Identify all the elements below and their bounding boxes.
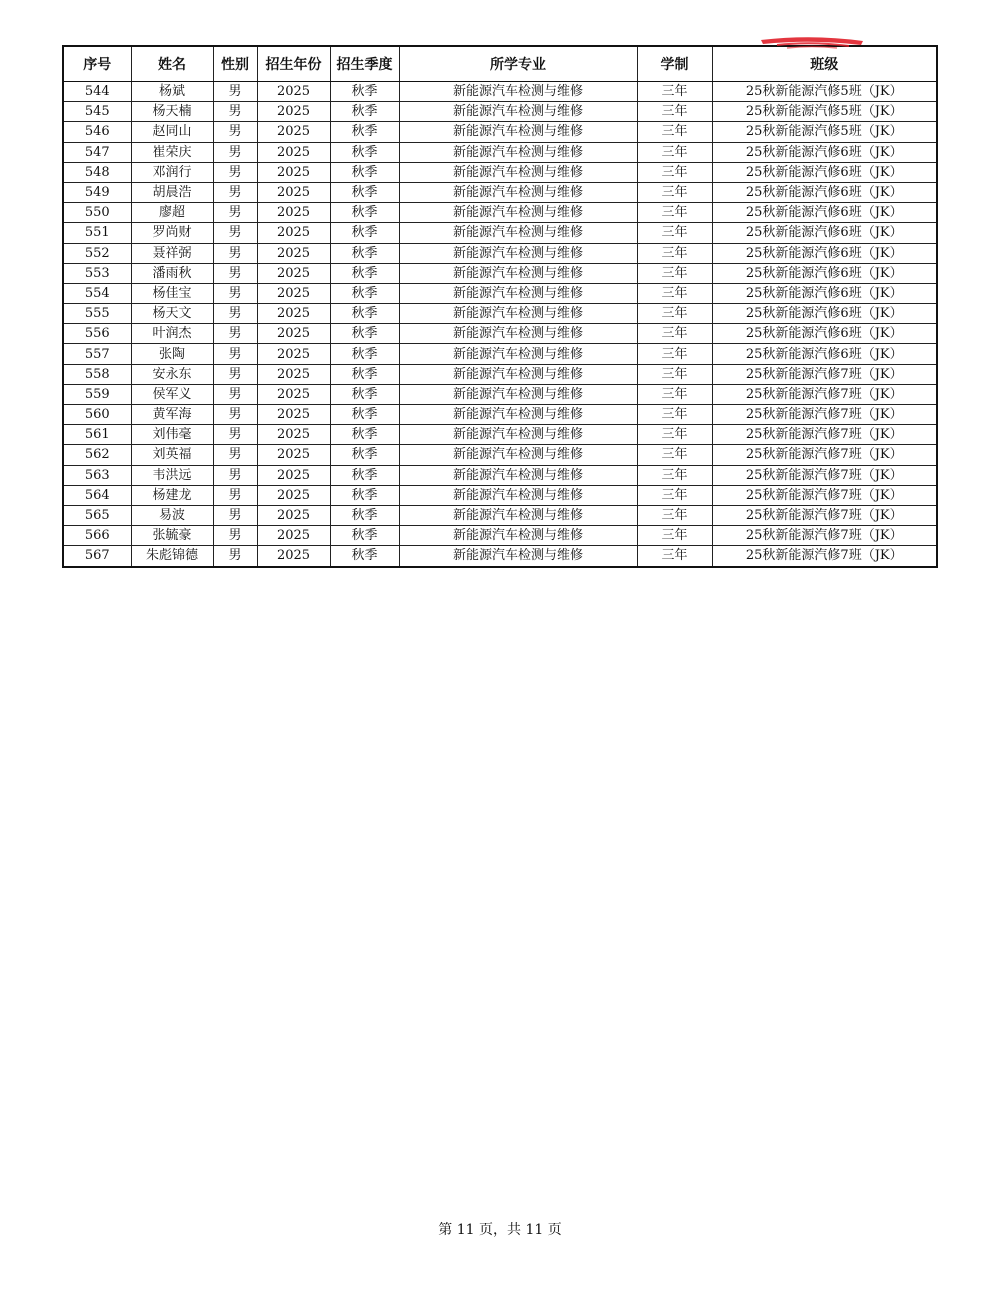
duration-cell: 三年 bbox=[637, 364, 712, 384]
gender-cell: 男 bbox=[213, 344, 257, 364]
table-row bbox=[63, 344, 937, 364]
name-cell: 胡晨浩 bbox=[131, 182, 213, 202]
name-cell: 韦洪远 bbox=[131, 465, 213, 485]
serial-cell: 560 bbox=[63, 405, 131, 425]
year-cell: 2025 bbox=[257, 505, 330, 525]
serial-cell: 565 bbox=[63, 505, 131, 525]
name-cell: 杨天楠 bbox=[131, 102, 213, 122]
season-cell: 秋季 bbox=[330, 485, 399, 505]
table-row bbox=[63, 142, 937, 162]
name-cell: 潘雨秋 bbox=[131, 263, 213, 283]
class-cell: 25秋新能源汽修6班（JK） bbox=[712, 182, 937, 202]
major-cell: 新能源汽车检测与维修 bbox=[399, 485, 637, 505]
serial-cell: 553 bbox=[63, 263, 131, 283]
year-cell: 2025 bbox=[257, 182, 330, 202]
season-cell: 秋季 bbox=[330, 405, 399, 425]
header-serial: 序号 bbox=[63, 46, 131, 82]
class-cell: 25秋新能源汽修5班（JK） bbox=[712, 102, 937, 122]
name-cell: 张陶 bbox=[131, 344, 213, 364]
duration-cell: 三年 bbox=[637, 223, 712, 243]
season-cell: 秋季 bbox=[330, 304, 399, 324]
serial-cell: 552 bbox=[63, 243, 131, 263]
season-cell: 秋季 bbox=[330, 283, 399, 303]
gender-cell: 男 bbox=[213, 425, 257, 445]
duration-cell: 三年 bbox=[637, 102, 712, 122]
roster-table bbox=[62, 45, 938, 568]
duration-cell: 三年 bbox=[637, 505, 712, 525]
table-row bbox=[63, 384, 937, 404]
gender-cell: 男 bbox=[213, 546, 257, 567]
name-cell: 聂祥弼 bbox=[131, 243, 213, 263]
class-cell: 25秋新能源汽修6班（JK） bbox=[712, 162, 937, 182]
name-cell: 叶润杰 bbox=[131, 324, 213, 344]
serial-cell: 567 bbox=[63, 546, 131, 567]
duration-cell: 三年 bbox=[637, 122, 712, 142]
serial-cell: 554 bbox=[63, 283, 131, 303]
name-cell: 崔荣庆 bbox=[131, 142, 213, 162]
major-cell: 新能源汽车检测与维修 bbox=[399, 445, 637, 465]
season-cell: 秋季 bbox=[330, 364, 399, 384]
season-cell: 秋季 bbox=[330, 203, 399, 223]
gender-cell: 男 bbox=[213, 465, 257, 485]
class-cell: 25秋新能源汽修7班（JK） bbox=[712, 485, 937, 505]
header-row bbox=[63, 46, 937, 82]
gender-cell: 男 bbox=[213, 283, 257, 303]
header-enroll-year: 招生年份 bbox=[257, 46, 330, 82]
table-row bbox=[63, 405, 937, 425]
table-row bbox=[63, 102, 937, 122]
year-cell: 2025 bbox=[257, 162, 330, 182]
year-cell: 2025 bbox=[257, 102, 330, 122]
gender-cell: 男 bbox=[213, 445, 257, 465]
header-gender: 性别 bbox=[213, 46, 257, 82]
major-cell: 新能源汽车检测与维修 bbox=[399, 324, 637, 344]
name-cell: 张毓豪 bbox=[131, 526, 213, 546]
name-cell: 杨斌 bbox=[131, 82, 213, 102]
gender-cell: 男 bbox=[213, 122, 257, 142]
major-cell: 新能源汽车检测与维修 bbox=[399, 364, 637, 384]
class-cell: 25秋新能源汽修7班（JK） bbox=[712, 465, 937, 485]
major-cell: 新能源汽车检测与维修 bbox=[399, 162, 637, 182]
duration-cell: 三年 bbox=[637, 263, 712, 283]
year-cell: 2025 bbox=[257, 546, 330, 567]
year-cell: 2025 bbox=[257, 364, 330, 384]
year-cell: 2025 bbox=[257, 283, 330, 303]
class-cell: 25秋新能源汽修6班（JK） bbox=[712, 223, 937, 243]
gender-cell: 男 bbox=[213, 263, 257, 283]
gender-cell: 男 bbox=[213, 384, 257, 404]
class-cell: 25秋新能源汽修7班（JK） bbox=[712, 546, 937, 567]
page-footer: 第 11 页，共 11 页 bbox=[438, 1222, 562, 1238]
serial-cell: 544 bbox=[63, 82, 131, 102]
major-cell: 新能源汽车检测与维修 bbox=[399, 263, 637, 283]
table-row bbox=[63, 82, 937, 102]
table-row bbox=[63, 203, 937, 223]
duration-cell: 三年 bbox=[637, 162, 712, 182]
major-cell: 新能源汽车检测与维修 bbox=[399, 384, 637, 404]
header-class: 班级 bbox=[712, 46, 937, 82]
serial-cell: 555 bbox=[63, 304, 131, 324]
year-cell: 2025 bbox=[257, 344, 330, 364]
major-cell: 新能源汽车检测与维修 bbox=[399, 526, 637, 546]
serial-cell: 561 bbox=[63, 425, 131, 445]
class-cell: 25秋新能源汽修6班（JK） bbox=[712, 243, 937, 263]
class-cell: 25秋新能源汽修5班（JK） bbox=[712, 82, 937, 102]
gender-cell: 男 bbox=[213, 102, 257, 122]
class-cell: 25秋新能源汽修6班（JK） bbox=[712, 203, 937, 223]
table-row bbox=[63, 223, 937, 243]
major-cell: 新能源汽车检测与维修 bbox=[399, 82, 637, 102]
class-cell: 25秋新能源汽修6班（JK） bbox=[712, 142, 937, 162]
table-header bbox=[63, 46, 937, 82]
duration-cell: 三年 bbox=[637, 344, 712, 364]
table-row bbox=[63, 526, 937, 546]
duration-cell: 三年 bbox=[637, 304, 712, 324]
name-cell: 杨佳宝 bbox=[131, 283, 213, 303]
serial-cell: 546 bbox=[63, 122, 131, 142]
serial-cell: 547 bbox=[63, 142, 131, 162]
year-cell: 2025 bbox=[257, 82, 330, 102]
name-cell: 刘英福 bbox=[131, 445, 213, 465]
serial-cell: 558 bbox=[63, 364, 131, 384]
year-cell: 2025 bbox=[257, 223, 330, 243]
duration-cell: 三年 bbox=[637, 324, 712, 344]
year-cell: 2025 bbox=[257, 445, 330, 465]
season-cell: 秋季 bbox=[330, 324, 399, 344]
serial-cell: 562 bbox=[63, 445, 131, 465]
gender-cell: 男 bbox=[213, 405, 257, 425]
gender-cell: 男 bbox=[213, 485, 257, 505]
major-cell: 新能源汽车检测与维修 bbox=[399, 122, 637, 142]
gender-cell: 男 bbox=[213, 324, 257, 344]
class-cell: 25秋新能源汽修6班（JK） bbox=[712, 324, 937, 344]
header-enroll-season: 招生季度 bbox=[330, 46, 399, 82]
duration-cell: 三年 bbox=[637, 445, 712, 465]
gender-cell: 男 bbox=[213, 162, 257, 182]
name-cell: 邓润行 bbox=[131, 162, 213, 182]
class-cell: 25秋新能源汽修6班（JK） bbox=[712, 263, 937, 283]
table-row bbox=[63, 243, 937, 263]
class-cell: 25秋新能源汽修7班（JK） bbox=[712, 445, 937, 465]
table-row bbox=[63, 546, 937, 567]
serial-cell: 563 bbox=[63, 465, 131, 485]
year-cell: 2025 bbox=[257, 405, 330, 425]
season-cell: 秋季 bbox=[330, 344, 399, 364]
season-cell: 秋季 bbox=[330, 162, 399, 182]
serial-cell: 549 bbox=[63, 182, 131, 202]
table-row bbox=[63, 283, 937, 303]
year-cell: 2025 bbox=[257, 263, 330, 283]
year-cell: 2025 bbox=[257, 304, 330, 324]
year-cell: 2025 bbox=[257, 203, 330, 223]
year-cell: 2025 bbox=[257, 243, 330, 263]
duration-cell: 三年 bbox=[637, 405, 712, 425]
table-row bbox=[63, 263, 937, 283]
duration-cell: 三年 bbox=[637, 425, 712, 445]
major-cell: 新能源汽车检测与维修 bbox=[399, 243, 637, 263]
name-cell: 罗尚财 bbox=[131, 223, 213, 243]
name-cell: 廖超 bbox=[131, 203, 213, 223]
year-cell: 2025 bbox=[257, 324, 330, 344]
duration-cell: 三年 bbox=[637, 465, 712, 485]
gender-cell: 男 bbox=[213, 526, 257, 546]
season-cell: 秋季 bbox=[330, 142, 399, 162]
serial-cell: 545 bbox=[63, 102, 131, 122]
season-cell: 秋季 bbox=[330, 223, 399, 243]
name-cell: 朱彪锦德 bbox=[131, 546, 213, 567]
serial-cell: 566 bbox=[63, 526, 131, 546]
serial-cell: 564 bbox=[63, 485, 131, 505]
class-cell: 25秋新能源汽修7班（JK） bbox=[712, 425, 937, 445]
major-cell: 新能源汽车检测与维修 bbox=[399, 304, 637, 324]
gender-cell: 男 bbox=[213, 223, 257, 243]
season-cell: 秋季 bbox=[330, 465, 399, 485]
header-major: 所学专业 bbox=[399, 46, 637, 82]
name-cell: 安永东 bbox=[131, 364, 213, 384]
major-cell: 新能源汽车检测与维修 bbox=[399, 465, 637, 485]
major-cell: 新能源汽车检测与维修 bbox=[399, 425, 637, 445]
duration-cell: 三年 bbox=[637, 243, 712, 263]
year-cell: 2025 bbox=[257, 526, 330, 546]
table-row bbox=[63, 182, 937, 202]
class-cell: 25秋新能源汽修6班（JK） bbox=[712, 283, 937, 303]
table-row bbox=[63, 324, 937, 344]
year-cell: 2025 bbox=[257, 384, 330, 404]
season-cell: 秋季 bbox=[330, 526, 399, 546]
season-cell: 秋季 bbox=[330, 263, 399, 283]
serial-cell: 551 bbox=[63, 223, 131, 243]
duration-cell: 三年 bbox=[637, 384, 712, 404]
duration-cell: 三年 bbox=[637, 526, 712, 546]
year-cell: 2025 bbox=[257, 485, 330, 505]
gender-cell: 男 bbox=[213, 364, 257, 384]
major-cell: 新能源汽车检测与维修 bbox=[399, 142, 637, 162]
duration-cell: 三年 bbox=[637, 142, 712, 162]
season-cell: 秋季 bbox=[330, 445, 399, 465]
serial-cell: 548 bbox=[63, 162, 131, 182]
duration-cell: 三年 bbox=[637, 546, 712, 567]
table-row bbox=[63, 162, 937, 182]
major-cell: 新能源汽车检测与维修 bbox=[399, 283, 637, 303]
header-name: 姓名 bbox=[131, 46, 213, 82]
name-cell: 杨天文 bbox=[131, 304, 213, 324]
major-cell: 新能源汽车检测与维修 bbox=[399, 203, 637, 223]
duration-cell: 三年 bbox=[637, 283, 712, 303]
class-cell: 25秋新能源汽修6班（JK） bbox=[712, 304, 937, 324]
table-row bbox=[63, 425, 937, 445]
header-duration: 学制 bbox=[637, 46, 712, 82]
gender-cell: 男 bbox=[213, 243, 257, 263]
table-row bbox=[63, 304, 937, 324]
serial-cell: 556 bbox=[63, 324, 131, 344]
gender-cell: 男 bbox=[213, 203, 257, 223]
name-cell: 赵同山 bbox=[131, 122, 213, 142]
season-cell: 秋季 bbox=[330, 425, 399, 445]
serial-cell: 559 bbox=[63, 384, 131, 404]
season-cell: 秋季 bbox=[330, 243, 399, 263]
season-cell: 秋季 bbox=[330, 505, 399, 525]
name-cell: 杨建龙 bbox=[131, 485, 213, 505]
season-cell: 秋季 bbox=[330, 102, 399, 122]
name-cell: 黄军海 bbox=[131, 405, 213, 425]
season-cell: 秋季 bbox=[330, 384, 399, 404]
gender-cell: 男 bbox=[213, 82, 257, 102]
table-row bbox=[63, 485, 937, 505]
major-cell: 新能源汽车检测与维修 bbox=[399, 102, 637, 122]
year-cell: 2025 bbox=[257, 122, 330, 142]
table-body bbox=[63, 82, 937, 567]
season-cell: 秋季 bbox=[330, 82, 399, 102]
table-row bbox=[63, 505, 937, 525]
class-cell: 25秋新能源汽修5班（JK） bbox=[712, 122, 937, 142]
class-cell: 25秋新能源汽修7班（JK） bbox=[712, 526, 937, 546]
table-row bbox=[63, 364, 937, 384]
duration-cell: 三年 bbox=[637, 82, 712, 102]
major-cell: 新能源汽车检测与维修 bbox=[399, 405, 637, 425]
class-cell: 25秋新能源汽修7班（JK） bbox=[712, 505, 937, 525]
year-cell: 2025 bbox=[257, 465, 330, 485]
class-cell: 25秋新能源汽修7班（JK） bbox=[712, 384, 937, 404]
major-cell: 新能源汽车检测与维修 bbox=[399, 505, 637, 525]
gender-cell: 男 bbox=[213, 182, 257, 202]
gender-cell: 男 bbox=[213, 304, 257, 324]
major-cell: 新能源汽车检测与维修 bbox=[399, 223, 637, 243]
duration-cell: 三年 bbox=[637, 203, 712, 223]
gender-cell: 男 bbox=[213, 142, 257, 162]
table-row bbox=[63, 465, 937, 485]
duration-cell: 三年 bbox=[637, 485, 712, 505]
season-cell: 秋季 bbox=[330, 122, 399, 142]
season-cell: 秋季 bbox=[330, 546, 399, 567]
class-cell: 25秋新能源汽修7班（JK） bbox=[712, 405, 937, 425]
duration-cell: 三年 bbox=[637, 182, 712, 202]
name-cell: 易波 bbox=[131, 505, 213, 525]
major-cell: 新能源汽车检测与维修 bbox=[399, 182, 637, 202]
year-cell: 2025 bbox=[257, 425, 330, 445]
major-cell: 新能源汽车检测与维修 bbox=[399, 546, 637, 567]
season-cell: 秋季 bbox=[330, 182, 399, 202]
serial-cell: 557 bbox=[63, 344, 131, 364]
serial-cell: 550 bbox=[63, 203, 131, 223]
year-cell: 2025 bbox=[257, 142, 330, 162]
name-cell: 刘伟毫 bbox=[131, 425, 213, 445]
table-row bbox=[63, 122, 937, 142]
table-row bbox=[63, 445, 937, 465]
class-cell: 25秋新能源汽修7班（JK） bbox=[712, 364, 937, 384]
name-cell: 侯军义 bbox=[131, 384, 213, 404]
major-cell: 新能源汽车检测与维修 bbox=[399, 344, 637, 364]
gender-cell: 男 bbox=[213, 505, 257, 525]
class-cell: 25秋新能源汽修6班（JK） bbox=[712, 344, 937, 364]
